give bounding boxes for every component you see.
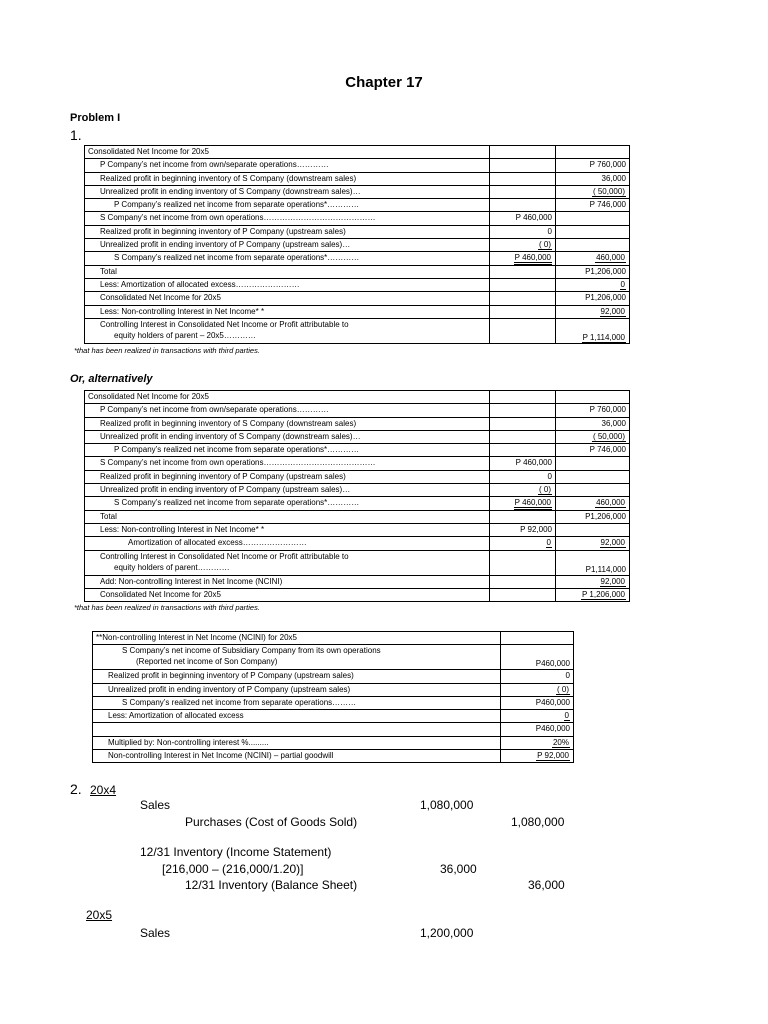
amount-cell <box>490 292 556 305</box>
amount-cell <box>490 305 556 318</box>
amount-cell: 0 <box>501 710 574 723</box>
amount-cell <box>556 212 630 225</box>
table-row <box>93 683 574 696</box>
footnote: *that has been realized in transactions with third parties. <box>74 603 260 612</box>
table-row <box>85 252 630 265</box>
row-label: Realized profit in beginning inventory of P Company (upstream sales) <box>85 225 490 238</box>
table-row <box>85 444 630 457</box>
alternative-heading: Or, alternatively <box>70 373 153 385</box>
row-label: Add: Non-controlling Interest in Net Income (NCINI) <box>85 575 490 588</box>
table-row <box>93 632 574 645</box>
table-row <box>85 537 630 550</box>
table-row <box>85 225 630 238</box>
table-row <box>93 696 574 709</box>
table-row <box>85 523 630 536</box>
row-label: Less: Non-controlling Interest in Net Income* * <box>85 523 490 536</box>
table-row <box>85 430 630 443</box>
row-label: S Company’s realized net income from separate operations*………… <box>85 252 490 265</box>
amount-cell <box>490 159 556 172</box>
row-label: Total <box>85 265 490 278</box>
row-label: Unrealized profit in ending inventory of P Company (upstream sales)… <box>85 239 490 252</box>
amount-cell: P 760,000 <box>556 404 630 417</box>
amount-cell: P1,114,000 <box>556 550 630 575</box>
amount-cell <box>490 417 556 430</box>
amount-cell: 0 <box>556 278 630 291</box>
row-label: P Company’s net income from own/separate operations………… <box>85 159 490 172</box>
table-row <box>85 185 630 198</box>
table-row <box>85 391 630 404</box>
year-heading: 20x4 <box>90 783 117 797</box>
table-row <box>93 736 574 749</box>
amount-cell <box>556 146 630 159</box>
row-label: Unrealized profit in ending inventory of P Company (upstream sales) <box>93 683 501 696</box>
amount-cell: P 746,000 <box>556 444 630 457</box>
amount-cell: P 92,000 <box>501 750 574 763</box>
amount-cell: P 92,000 <box>490 523 556 536</box>
je-credit-amount: 36,000 <box>528 878 565 892</box>
row-label: Non-controlling Interest in Net Income (NCINI) – partial goodwill <box>93 750 501 763</box>
row-label: Consolidated Net Income for 20x5 <box>85 292 490 305</box>
table-row <box>85 510 630 523</box>
amount-cell <box>490 172 556 185</box>
table-row <box>85 470 630 483</box>
amount-cell <box>556 239 630 252</box>
amount-cell: 460,000 <box>556 497 630 510</box>
consolidated-net-income-table <box>84 145 630 344</box>
table-row <box>85 172 630 185</box>
amount-cell: P 460,000 <box>490 252 556 265</box>
row-label: S Company’s net income from own operations…………………………………… <box>85 212 490 225</box>
amount-cell: 460,000 <box>556 252 630 265</box>
row-label: **Non-controlling Interest in Net Income (NCINI) for 20x5 <box>93 632 501 645</box>
amount-cell <box>556 225 630 238</box>
je-debit-amount: 36,000 <box>440 862 477 876</box>
amount-cell: 0 <box>490 225 556 238</box>
je-credit-amount: 1,080,000 <box>511 815 565 829</box>
amount-cell: P1,206,000 <box>556 292 630 305</box>
part-2-number: 2. <box>70 781 82 797</box>
amount-cell <box>490 510 556 523</box>
table-row <box>85 575 630 588</box>
amount-cell: P1,206,000 <box>556 510 630 523</box>
problem-label: Problem I <box>70 112 121 124</box>
table-row <box>93 710 574 723</box>
amount-cell: 92,000 <box>556 537 630 550</box>
amount-cell <box>490 146 556 159</box>
amount-cell: 0 <box>490 537 556 550</box>
table-row <box>85 292 630 305</box>
table-row <box>85 265 630 278</box>
table-row <box>85 239 630 252</box>
table-row <box>93 723 574 736</box>
row-label: Less: Amortization of allocated excess…………………… <box>85 278 490 291</box>
part-1-number: 1. <box>70 127 82 143</box>
footnote: *that has been realized in transactions with third parties. <box>74 346 260 355</box>
amount-cell <box>556 523 630 536</box>
amount-cell <box>490 575 556 588</box>
amount-cell <box>556 457 630 470</box>
table-row <box>85 484 630 497</box>
amount-cell <box>490 550 556 575</box>
amount-cell: P 746,000 <box>556 199 630 212</box>
table-row <box>85 457 630 470</box>
year-heading: 20x5 <box>86 908 113 922</box>
amount-cell: P 460,000 <box>490 497 556 510</box>
table-row <box>85 417 630 430</box>
amount-cell <box>556 391 630 404</box>
table-row <box>85 278 630 291</box>
amount-cell <box>490 588 556 601</box>
table-row <box>85 199 630 212</box>
amount-cell: ( 50,000) <box>556 185 630 198</box>
alternative-table <box>84 390 630 602</box>
row-label: Unrealized profit in ending inventory of P Company (upstream sales)… <box>85 484 490 497</box>
row-label: Realized profit in beginning inventory of S Company (downstream sales) <box>85 417 490 430</box>
amount-cell <box>490 265 556 278</box>
amount-cell: ( 0) <box>490 484 556 497</box>
amount-cell <box>556 470 630 483</box>
row-label: Unrealized profit in ending inventory of S Company (downstream sales)… <box>85 430 490 443</box>
table-row <box>85 497 630 510</box>
amount-cell: 0 <box>501 670 574 683</box>
je-debit-amount: 1,080,000 <box>420 798 474 812</box>
row-label: Amortization of allocated excess…………………… <box>85 537 490 550</box>
table-row <box>85 550 630 575</box>
amount-cell: 36,000 <box>556 172 630 185</box>
row-label: S Company’s realized net income from separate operations*………… <box>85 497 490 510</box>
row-label: Unrealized profit in ending inventory of S Company (downstream sales)… <box>85 185 490 198</box>
amount-cell: P1,206,000 <box>556 265 630 278</box>
row-label: Realized profit in beginning inventory of P Company (upstream sales) <box>93 670 501 683</box>
table-row <box>85 212 630 225</box>
amount-cell <box>490 199 556 212</box>
amount-cell <box>490 444 556 457</box>
amount-cell: 36,000 <box>556 417 630 430</box>
amount-cell <box>490 278 556 291</box>
amount-cell: ( 0) <box>501 683 574 696</box>
row-label: S Company’s realized net income from separate operations……… <box>93 696 501 709</box>
row-label: Less: Non-controlling Interest in Net Income* * <box>85 305 490 318</box>
amount-cell: P460,000 <box>501 645 574 670</box>
row-label: Multiplied by: Non-controlling interest %......... <box>93 736 501 749</box>
table-row <box>93 670 574 683</box>
table-row <box>85 404 630 417</box>
amount-cell <box>490 391 556 404</box>
amount-cell: 92,000 <box>556 575 630 588</box>
row-label <box>93 723 501 736</box>
amount-cell <box>556 484 630 497</box>
table-row <box>85 159 630 172</box>
row-label: P Company’s net income from own/separate operations………… <box>85 404 490 417</box>
je-debit-label: Sales <box>140 798 171 812</box>
amount-cell: P 460,000 <box>490 457 556 470</box>
je-debit-label: Sales <box>140 926 171 940</box>
amount-cell: P 760,000 <box>556 159 630 172</box>
amount-cell: P460,000 <box>501 723 574 736</box>
amount-cell: P 460,000 <box>490 212 556 225</box>
row-label: Realized profit in beginning inventory of S Company (downstream sales) <box>85 172 490 185</box>
table-row <box>85 318 630 343</box>
amount-cell: P 1,114,000 <box>556 318 630 343</box>
ncini-table <box>92 631 574 763</box>
row-label: S Company’s net income of Subsidiary Company from its own operations (Reported net income of Son Company) <box>93 645 501 670</box>
row-label: P Company’s realized net income from separate operations*………… <box>85 444 490 457</box>
row-label: Consolidated Net Income for 20x5 <box>85 588 490 601</box>
table-row <box>85 305 630 318</box>
amount-cell: 0 <box>490 470 556 483</box>
page-title: Chapter 17 <box>345 74 423 91</box>
row-label: Controlling Interest in Consolidated Net Income or Profit attributable to equity holders of parent………… <box>85 550 490 575</box>
row-label: Total <box>85 510 490 523</box>
je-credit-label: 12/31 Inventory (Balance Sheet) <box>185 878 358 892</box>
amount-cell: 20% <box>501 736 574 749</box>
amount-cell: P 1,206,000 <box>556 588 630 601</box>
amount-cell: ( 0) <box>490 239 556 252</box>
je-debit-label: 12/31 Inventory (Income Statement) <box>140 845 332 859</box>
je-formula: [216,000 – (216,000/1.20)] <box>162 862 304 876</box>
row-label: Consolidated Net Income for 20x5 <box>85 391 490 404</box>
amount-cell: 92,000 <box>556 305 630 318</box>
row-label: Consolidated Net Income for 20x5 <box>85 146 490 159</box>
je-debit-amount: 1,200,000 <box>420 926 474 940</box>
table-row <box>85 146 630 159</box>
amount-cell <box>501 632 574 645</box>
row-label: P Company’s realized net income from separate operations*………… <box>85 199 490 212</box>
row-label: Realized profit in beginning inventory of P Company (upstream sales) <box>85 470 490 483</box>
row-label: Less: Amortization of allocated excess <box>93 710 501 723</box>
table-row <box>93 645 574 670</box>
table-row <box>93 750 574 763</box>
row-label: S Company’s net income from own operations…………………………………… <box>85 457 490 470</box>
je-credit-label: Purchases (Cost of Goods Sold) <box>185 815 358 829</box>
table-row <box>85 588 630 601</box>
amount-cell: ( 50,000) <box>556 430 630 443</box>
amount-cell <box>490 318 556 343</box>
amount-cell <box>490 430 556 443</box>
amount-cell <box>490 185 556 198</box>
amount-cell: P460,000 <box>501 696 574 709</box>
amount-cell <box>490 404 556 417</box>
row-label: Controlling Interest in Consolidated Net Income or Profit attributable to equity holders of parent – 20x5………… <box>85 318 490 343</box>
